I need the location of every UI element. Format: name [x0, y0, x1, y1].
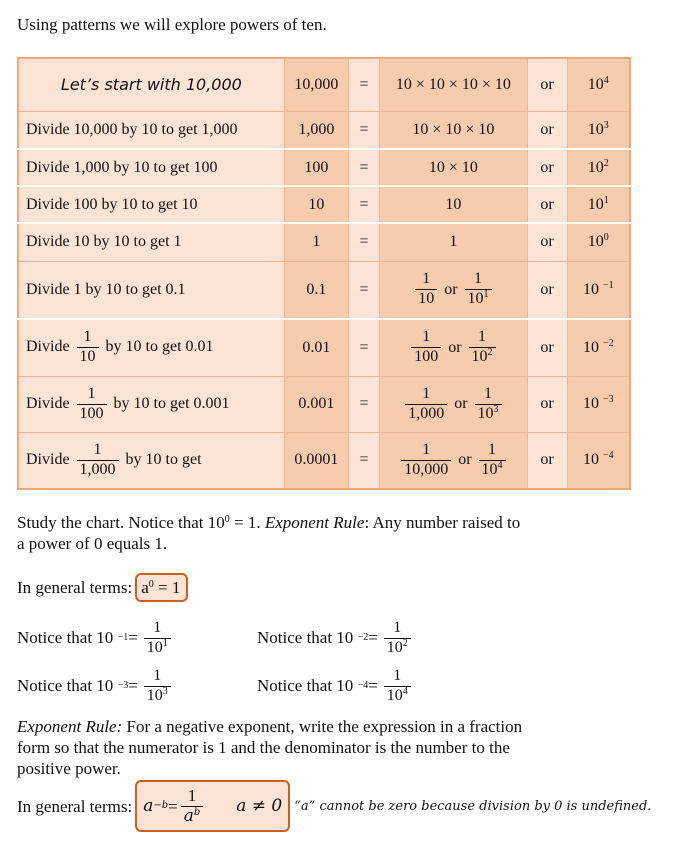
row-label: Divide 1 by 10 to get 0.1	[18, 261, 284, 319]
row-value: 10	[284, 186, 348, 223]
notice-neg4: Notice that 10 −4 = $\frac{1}{10^4}$	[257, 668, 414, 705]
table-row	[18, 186, 630, 223]
negative-exponent-rule: Exponent Rule: For a negative exponent, write the expression in a fraction form so that the numerator is 1 and the denominator is the number to the positive power.	[17, 717, 523, 778]
row-value: 0.001	[284, 376, 348, 432]
zero-exponent-formula-box: $a^0 = 1$	[135, 573, 188, 602]
negative-exponent-formula-box: a −b = $\frac{1}{a^b}$ a ≠ 0	[135, 780, 290, 832]
fraction: $\frac{1}{1,000}$	[77, 442, 119, 479]
division-by-zero-note: “a” cannot be zero because division by 0 is undefined.	[294, 798, 652, 814]
or-label: or	[527, 111, 567, 149]
row-label: Divide 100 by 10 to get 10	[18, 186, 284, 223]
study-paragraph: Study the chart. Notice that $10^0 = 1$. Exponent Rule: Any number raised to a power of 0 equals 1.	[17, 513, 521, 553]
nonzero-condition: a ≠ 0	[236, 795, 283, 816]
fraction: $\frac{1}{100}$	[77, 386, 107, 423]
row-expansion: 10 × 10 × 10	[380, 111, 527, 149]
equals-sign: =	[348, 149, 379, 186]
power-base: 10	[587, 158, 604, 176]
fraction: $\frac{1}{10^1}$	[144, 620, 171, 657]
fraction: $\frac{1}{10^4}$	[479, 442, 506, 479]
row-label: Divide 10,000 by 10 to get 1,000	[18, 111, 284, 149]
power-cell	[567, 186, 630, 223]
power-cell	[567, 319, 630, 376]
row-fractions	[380, 432, 527, 489]
or-label: or	[458, 451, 472, 469]
row-label: Divide 1,000 by 10 to get 100	[18, 149, 284, 186]
fraction: $\frac{1}{10^2}$	[469, 329, 496, 366]
powers-of-ten-table	[17, 57, 631, 490]
row-expansion: 10	[380, 186, 527, 223]
row-fractions	[380, 376, 527, 432]
exponent-rule-label: Exponent Rule:	[17, 717, 123, 736]
equals-sign: =	[348, 319, 379, 376]
general-terms-zero: In general terms: $a^0 = 1$	[17, 573, 188, 602]
power-base: 10	[582, 280, 599, 298]
power-base: 10	[587, 75, 604, 93]
row-value: 1	[284, 223, 348, 261]
power-cell	[567, 432, 630, 489]
intro-text: Using patterns we will explore powers of ten.	[17, 15, 327, 34]
or-label: or	[527, 376, 567, 432]
equals-sign: =	[348, 111, 379, 149]
row-value: 0.0001	[284, 432, 348, 489]
equals-sign: =	[348, 432, 379, 489]
fraction: $\frac{1}{1,000}$	[405, 386, 447, 423]
power-exponent: 2	[603, 157, 609, 169]
or-label: or	[527, 319, 567, 376]
equals-sign: =	[348, 58, 379, 111]
power-base: 10	[587, 195, 604, 213]
table-row	[18, 223, 630, 261]
row-fractions	[380, 261, 527, 319]
fraction: $\frac{1}{10}$	[77, 329, 99, 366]
power-cell	[567, 223, 630, 261]
power-cell	[567, 111, 630, 149]
row-fractions	[380, 319, 527, 376]
row-expansion: 10 × 10	[380, 149, 527, 186]
fraction: $\frac{1}{10^1}$	[465, 271, 492, 308]
equals-sign: =	[348, 261, 379, 319]
notice-neg1: Notice that 10 −1 = $\frac{1}{10^1}$	[17, 620, 174, 657]
power-exponent: −2	[602, 337, 614, 349]
table-row	[18, 111, 630, 149]
row-label: Divide $\frac{1}{1,000}$ by 10 to get	[18, 432, 284, 489]
fraction: $\frac{1}{10^3}$	[144, 668, 171, 705]
or-label: or	[527, 223, 567, 261]
or-label: or	[527, 186, 567, 223]
power-base: 10	[582, 395, 599, 412]
header-value: 10,000	[284, 58, 348, 111]
or-label: or	[527, 58, 567, 111]
power-cell	[567, 58, 630, 111]
row-label: Divide 10 by 10 to get 1	[18, 223, 284, 261]
or-label: or	[527, 149, 567, 186]
power-exponent: −4	[602, 450, 614, 462]
row-expansion: 1	[380, 223, 527, 261]
notice-neg2: Notice that 10 −2 = $\frac{1}{10^2}$	[257, 620, 414, 657]
or-label: or	[527, 432, 567, 489]
row-value: 0.01	[284, 319, 348, 376]
power-base: 10	[587, 120, 604, 138]
row-label: Divide $\frac{1}{10}$ by 10 to get 0.01	[18, 319, 284, 376]
fraction: $\frac{1}{10^4}$	[384, 668, 411, 705]
equals-sign: =	[348, 376, 379, 432]
power-exponent: −1	[602, 279, 614, 291]
fraction: $\frac{1}{100}$	[411, 329, 441, 366]
power-base: 10	[587, 233, 604, 251]
fraction: $\frac{1}{10,000}$	[401, 442, 451, 479]
row-value: 1,000	[284, 111, 348, 149]
table-row	[18, 149, 630, 186]
table-row	[18, 376, 630, 432]
equals-sign: =	[348, 186, 379, 223]
power-exponent: −3	[602, 394, 614, 405]
fraction: $\frac{1}{10}$	[415, 271, 437, 308]
table-row	[18, 319, 630, 376]
or-label: or	[454, 395, 468, 412]
fraction: $\frac{1}{10^2}$	[384, 620, 411, 657]
table-row	[18, 261, 630, 319]
power-cell	[567, 261, 630, 319]
power-exponent: 4	[603, 74, 609, 86]
power-exponent: 3	[603, 119, 609, 131]
table-row	[18, 432, 630, 489]
header-label: Let’s start with 10,000	[18, 58, 284, 111]
power-exponent: 1	[603, 194, 609, 206]
or-label: or	[448, 338, 462, 356]
header-expansion: 10 × 10 × 10 × 10	[380, 58, 527, 111]
row-value: 100	[284, 149, 348, 186]
general-terms-negative: In general terms: a −b = $\frac{1}{a^b}$ a ≠ 0 “a” cannot be zero because division by 0 is undefined.	[17, 780, 651, 832]
power-base: 10	[582, 338, 599, 356]
or-label: or	[527, 261, 567, 319]
fraction: $\frac{1}{a^b}$	[181, 787, 204, 826]
equals-sign: =	[348, 223, 379, 261]
exponent-rule-label: Exponent Rule	[264, 513, 365, 532]
power-base: 10	[582, 451, 599, 469]
power-cell	[567, 149, 630, 186]
power-cell	[567, 376, 630, 432]
or-label: or	[444, 280, 458, 298]
row-label: Divide $\frac{1}{100}$ by 10 to get 0.001	[18, 376, 284, 432]
table-header-row	[18, 58, 630, 111]
fraction: $\frac{1}{10^3}$	[475, 386, 502, 423]
row-value: 0.1	[284, 261, 348, 319]
power-exponent: 0	[603, 232, 609, 244]
notice-neg3: Notice that 10 −3 = $\frac{1}{10^3}$	[17, 668, 174, 705]
